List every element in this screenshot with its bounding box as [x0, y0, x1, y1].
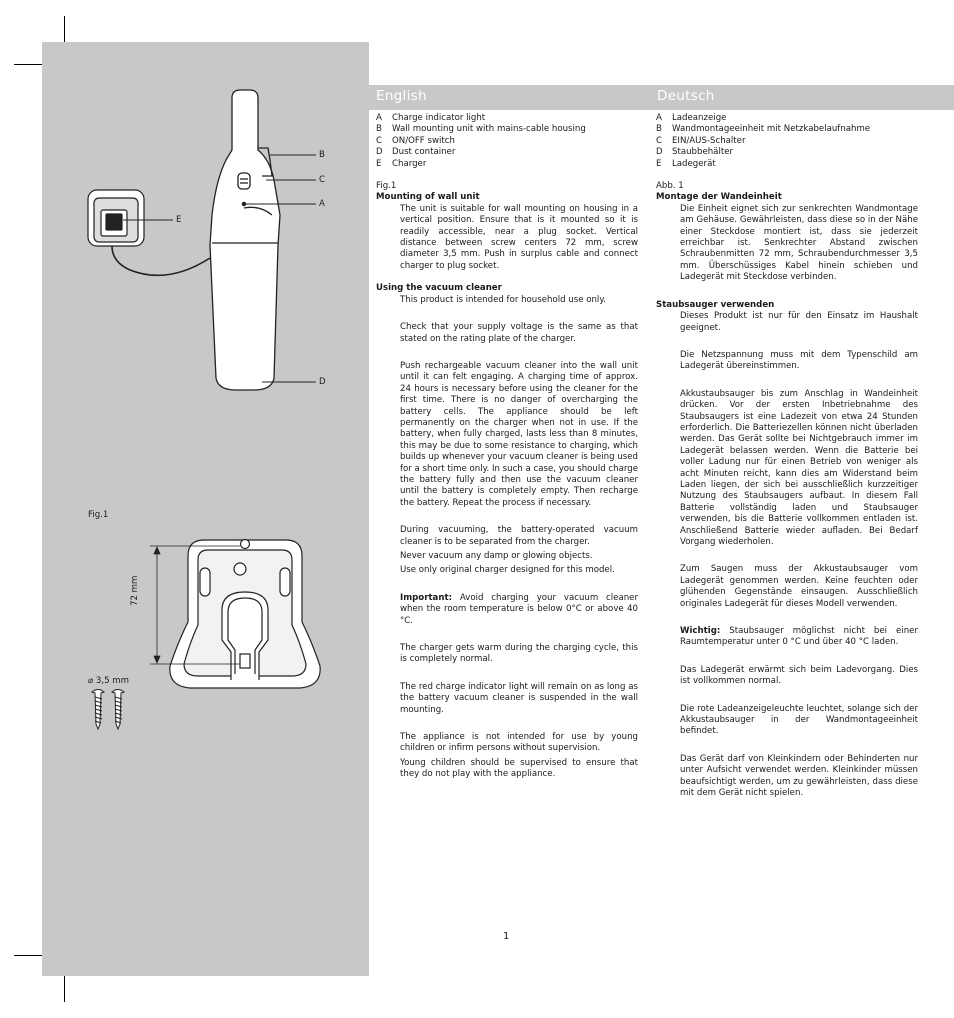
paragraph: Die rote Ladeanzeigeleuchte leuchtet, solange sich der Akkustaubsauger in der Wandmontageeinheit befindet. — [680, 703, 918, 737]
paragraph: The red charge indicator light will remain on as long as the battery vacuum cleaner is suspended in the wall mounting. — [400, 681, 638, 715]
dimension-label: 72 mm — [130, 575, 140, 606]
legend-item: B Wandmontageeinheit mit Netzkabelaufnahme — [656, 124, 871, 135]
callout-b: B — [319, 150, 325, 160]
important-note: Important: Avoid charging your vacuum cleaner when the room temperature is below 0°C or above 40 °C. — [400, 592, 638, 626]
screws-drawing — [92, 690, 124, 730]
paragraph: Push rechargeable vacuum cleaner into the wall unit until it can felt engaging. A charging time of approx. 24 hours is necessary before using the cleaner for the first time. There is no danger of overcharging the battery cells. The appliance should be left permanently on the charger when not in use. If the battery, when fully charged, lasts less than 8 minutes, this may be due to some resistance to charging, which builds up whenever your vacuum cleaner is being used for a short time only. In such a case, you should charge the battery fully and then use the vacuum cleaner until the battery is completely empty. Then recharge the battery. Repeat the process if necessary. — [400, 360, 638, 508]
legend-item: E Charger — [376, 158, 427, 169]
paragraph: Die Netzspannung muss mit dem Typenschild am Ladegerät übereinstimmen. — [680, 349, 918, 372]
legend-item: A Charge indicator light — [376, 113, 486, 123]
english-heading: English — [376, 88, 427, 104]
vacuum-cleaner-drawing — [210, 90, 280, 390]
legend-item: E Ladegerät — [656, 158, 716, 169]
legend-list — [376, 113, 638, 170]
german-column — [656, 113, 918, 800]
paragraph: Young children should be supervised to ensure that they do not play with the appliance. — [400, 757, 638, 780]
mount-heading: Montage der Wandeinheit — [656, 192, 782, 203]
paragraph: Dieses Produkt ist nur für den Einsatz im Haushalt geeignet. — [680, 311, 918, 333]
callout-d: D — [319, 377, 326, 387]
mount-text: Die Einheit eignet sich zur senkrechten Wandmontage am Gehäuse. Gewährleisten, dass diese so in der Nähe einer Steckdose montiert ist, dass sie jederzeit erreichbar ist. Senkrechter Abstand zwischen Schraubenmitten 72 mm, Schraubendurchmesser 3,5 mm. Überschüssiges Kabel hinein schieben und Ladegerät mit Steckdose verbinden. — [680, 203, 918, 283]
paragraph: The charger gets warm during the charging cycle, this is completely normal. — [400, 643, 638, 665]
paragraph: Das Gerät darf von Kleinkindern oder Behinderten nur unter Aufsicht verwendet werden. Kleinkinder müssen beaufsichtigt werden, um zu gewährleisten, dass diese mit dem Gerät nicht spielen. — [680, 753, 918, 799]
wall-bracket-drawing — [170, 540, 320, 689]
deutsch-heading: Deutsch — [657, 88, 715, 104]
legend-item: C EIN/AUS-Schalter — [656, 135, 746, 146]
fig-label: Fig.1 — [88, 510, 109, 520]
charger-drawing — [88, 190, 210, 275]
paragraph: Das Ladegerät erwärmt sich beim Ladevorgang. Dies ist vollkommen normal. — [680, 664, 918, 687]
paragraph: Akkustaubsauger bis zum Anschlag in Wandeinheit drücken. Vor der ersten Inbetriebnahme des Staubsaugers ist eine Ladezeit von etwa 24 Stunden erforderlich. Die Batteriezellen können nicht überladen werden. Das Gerät sollte bei Nichtgebrauch immer im Ladegerät belassen werden. Wenn die Batterie bei voller Ladung nur für einen Betrieb von weniger als acht Minuten reicht, kann dies am Widerstand beim Laden liegen, der sich bei ausschließlich kurzzeitiger Nutzung des Staubsaugers aufbaut. In diesem Fall Batterie vollständig laden und Staubsauger verwenden, bis die Batterie vollkommen entladen ist. Anschließend Batterie wieder aufladen. Bei Bedarf Vorgang wiederholen. — [680, 388, 918, 547]
fig-ref: Fig.1 — [376, 181, 397, 192]
screw-diameter-label: ⌀ 3,5 mm — [88, 676, 130, 686]
legend-item: D Staubbehälter — [656, 147, 734, 158]
important-note: Wichtig: Staubsauger möglichst nicht bei einer Raumtemperatur unter 0 °C und über 40 °C laden. — [680, 626, 918, 648]
fig-ref: Abb. 1 — [656, 181, 684, 192]
mount-text: The unit is suitable for wall mounting on housing in a vertical position. Ensure that is it mounted so it is readily accessible, near a plug socket. Vertical distance between screw centers 72 mm, screw diameter 3,5 mm. Push in surplus cable and connect charger to plug socket. — [400, 203, 638, 271]
legend-item: B Wall mounting unit with mains-cable housing — [376, 124, 586, 135]
paragraph: The appliance is not intended for use by young children or infirm persons without supervision. — [400, 732, 638, 754]
legend-item: D Dust container — [376, 147, 456, 158]
callout-e: E — [176, 215, 182, 225]
paragraph: Zum Saugen muss der Akkustaubsauger vom Ladegerät genommen werden. Keine feuchten oder glühenden Gegenstände einsaugen. Ausschließlich originales Ladegerät für dieses Modell verwenden. — [680, 564, 918, 609]
callout-c: C — [319, 175, 326, 185]
page-number: 1 — [503, 931, 510, 942]
paragraph: Use only original charger designed for this model. — [400, 565, 615, 576]
paragraph: This product is intended for household use only. — [400, 294, 606, 305]
legend-list — [656, 113, 918, 170]
use-heading: Using the vacuum cleaner — [376, 283, 502, 294]
legend-item: C ON/OFF switch — [376, 135, 455, 146]
callout-a: A — [319, 199, 325, 209]
use-heading: Staubsauger verwenden — [656, 299, 775, 310]
mount-heading: Mounting of wall unit — [376, 192, 480, 203]
english-column — [376, 113, 638, 781]
legend-item: A Ladeanzeige — [656, 113, 727, 123]
paragraph: During vacuuming, the battery-operated vacuum cleaner is to be separated from the charger. — [400, 525, 638, 547]
paragraph: Never vacuum any damp or glowing objects. — [400, 551, 593, 561]
paragraph: Check that your supply voltage is the same as that stated on the rating plate of the charger. — [400, 322, 638, 344]
